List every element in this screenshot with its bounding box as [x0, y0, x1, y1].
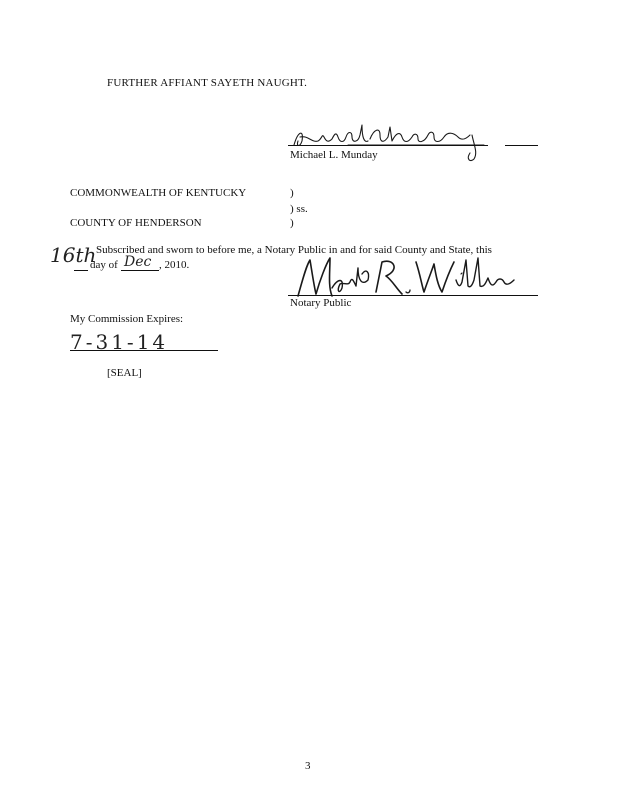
affiant-printed-name: Michael L. Munday	[290, 149, 378, 161]
venue-state: COMMONWEALTH OF KENTUCKY	[70, 187, 247, 199]
jurat-day-of: day of	[90, 259, 118, 271]
commission-date-handwritten: 7-31-14	[70, 330, 169, 354]
page-number: 3	[305, 760, 311, 772]
notary-title: Notary Public	[290, 297, 352, 309]
affiant-signature-line	[288, 145, 488, 146]
affiant-signature-line-end	[505, 145, 538, 146]
venue-county: COUNTY OF HENDERSON	[70, 217, 202, 229]
closing-statement: FURTHER AFFIANT SAYETH NAUGHT.	[107, 77, 308, 89]
jurat-month-handwritten: Dec	[124, 254, 152, 270]
venue-ss: ) ss.	[290, 203, 308, 215]
notary-signature-line	[288, 295, 538, 296]
jurat-day-line	[74, 270, 88, 271]
jurat-month-line	[121, 270, 159, 271]
venue-paren-bottom: )	[290, 217, 294, 229]
jurat-year: , 2010.	[159, 259, 190, 271]
seal-label: [SEAL]	[107, 367, 142, 379]
jurat-text: Subscribed and sworn to before me, a Notary Public in and for said County and State, this	[96, 244, 492, 256]
venue-paren-top: )	[290, 187, 294, 199]
jurat-day-handwritten: 16th	[50, 243, 97, 267]
commission-label: My Commission Expires:	[70, 313, 184, 325]
commission-date-line	[70, 350, 218, 351]
